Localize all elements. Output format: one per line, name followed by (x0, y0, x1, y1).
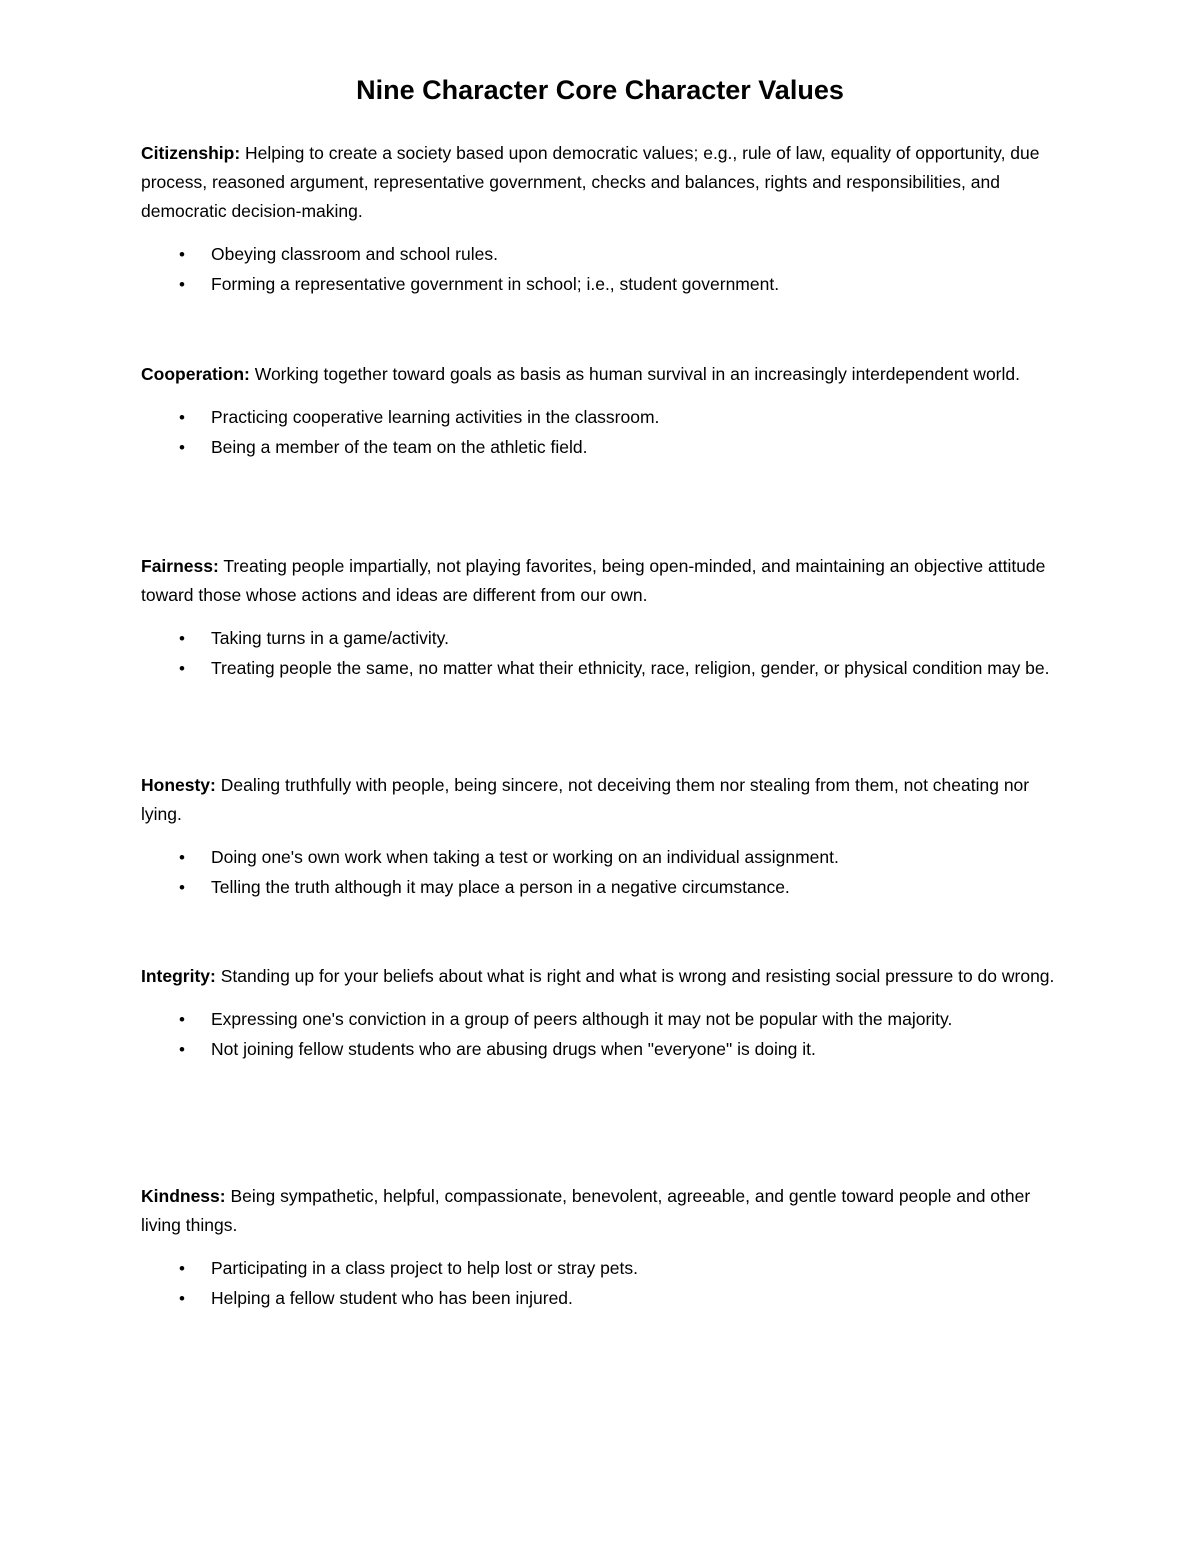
section-fairness (141, 552, 1066, 684)
bullet-icon: • (179, 438, 185, 457)
example-list (141, 403, 1066, 462)
list-item (141, 1284, 1066, 1313)
list-item-text: Practicing cooperative learning activities in the classroom. (211, 407, 660, 427)
list-item-text: Treating people the same, no matter what their ethnicity, race, religion, gender, or physical condition may be. (211, 658, 1050, 678)
example-list (141, 843, 1066, 902)
bullet-icon: • (179, 1289, 185, 1308)
section-definition (141, 962, 1066, 991)
document-title: Nine Character Core Character Values (356, 75, 844, 105)
list-item (141, 240, 1066, 269)
bullet-icon: • (179, 1040, 185, 1059)
section-integrity (141, 962, 1066, 1065)
bullet-icon: • (179, 408, 185, 427)
bullet-icon: • (179, 1259, 185, 1278)
list-item (141, 1035, 1066, 1064)
bullet-icon: • (179, 659, 185, 678)
example-list (141, 1005, 1066, 1064)
section-definition (141, 1182, 1066, 1240)
section-cooperation (141, 360, 1066, 463)
section-term: Integrity: (141, 966, 216, 986)
list-item (141, 1005, 1066, 1034)
example-list (141, 240, 1066, 299)
definition-text: Dealing truthfully with people, being sincere, not deceiving them nor stealing from them, not cheating nor lying. (141, 775, 1030, 824)
definition-text: Working together toward goals as basis as human survival in an increasingly interdependent world. (249, 364, 1020, 384)
section-term: Cooperation: (141, 364, 250, 384)
list-item (141, 654, 1066, 683)
bullet-icon: • (179, 878, 185, 897)
section-term: Citizenship: (141, 143, 241, 163)
bullet-icon: • (179, 245, 185, 264)
section-citizenship (141, 139, 1066, 300)
bullet-icon: • (179, 629, 185, 648)
list-item-text: Being a member of the team on the athletic field. (211, 437, 588, 457)
section-definition (141, 552, 1066, 610)
definition-text: Helping to create a society based upon democratic values; e.g., rule of law, equality of opportunity, due process, reasoned argument, representative government, checks and balances, rights and responsibilities, and democratic decision-making. (141, 143, 1040, 221)
section-term: Honesty: (141, 775, 216, 795)
example-list (141, 624, 1066, 683)
bullet-icon: • (179, 848, 185, 867)
section-kindness (141, 1182, 1066, 1314)
list-item (141, 403, 1066, 432)
bullet-icon: • (179, 1010, 185, 1029)
definition-text: Standing up for your beliefs about what is right and what is wrong and resisting social pressure to do wrong. (215, 966, 1055, 986)
list-item-text: Taking turns in a game/activity. (211, 628, 449, 648)
list-item (141, 1254, 1066, 1283)
list-item-text: Expressing one's conviction in a group of peers although it may not be popular with the majority. (211, 1009, 953, 1029)
list-item-text: Telling the truth although it may place a person in a negative circumstance. (211, 877, 790, 897)
list-item-text: Helping a fellow student who has been injured. (211, 1288, 573, 1308)
section-honesty (141, 771, 1066, 903)
list-item-text: Obeying classroom and school rules. (211, 244, 498, 264)
section-term: Kindness: (141, 1186, 226, 1206)
section-definition (141, 771, 1066, 829)
list-item (141, 873, 1066, 902)
section-definition (141, 360, 1066, 389)
example-list (141, 1254, 1066, 1313)
section-term: Fairness: (141, 556, 219, 576)
bullet-icon: • (179, 275, 185, 294)
list-item (141, 843, 1066, 872)
section-definition (141, 139, 1066, 226)
list-item (141, 270, 1066, 299)
list-item (141, 624, 1066, 653)
list-item-text: Not joining fellow students who are abusing drugs when "everyone" is doing it. (211, 1039, 816, 1059)
list-item (141, 433, 1066, 462)
list-item-text: Forming a representative government in school; i.e., student government. (211, 274, 780, 294)
list-item-text: Doing one's own work when taking a test or working on an individual assignment. (211, 847, 839, 867)
list-item-text: Participating in a class project to help lost or stray pets. (211, 1258, 639, 1278)
definition-text: Being sympathetic, helpful, compassionate, benevolent, agreeable, and gentle toward people and other living things. (141, 1186, 1031, 1235)
definition-text: Treating people impartially, not playing favorites, being open-minded, and maintaining an objective attitude toward those whose actions and ideas are different from our own. (141, 556, 1046, 605)
